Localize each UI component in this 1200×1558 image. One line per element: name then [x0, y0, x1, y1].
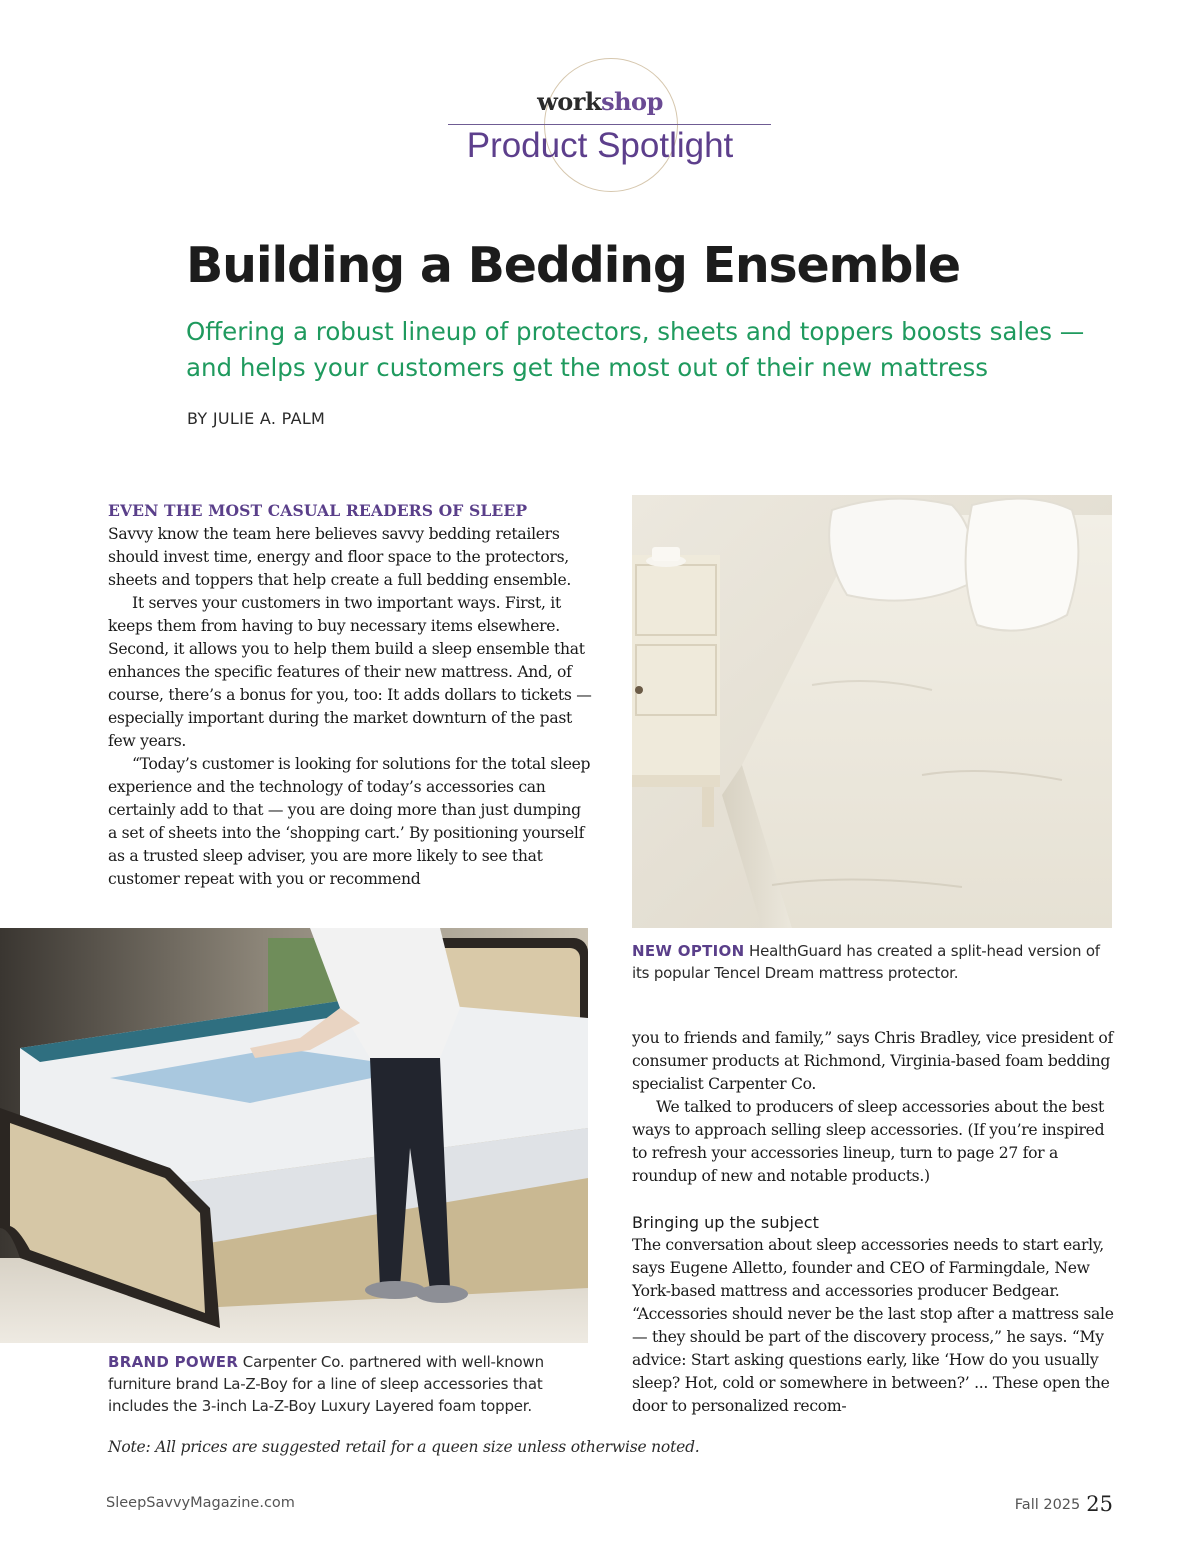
section-label-work: work: [537, 87, 602, 116]
mattress-protector-illustration: [632, 495, 1112, 928]
caption-new-option: [632, 940, 1112, 984]
body-paragraph-text: Savvy know the team here believes savvy bedding retailers should invest time, energy and floor space to the protectors, sheets and toppers that help create a full bedding ensemble.: [108, 525, 572, 589]
body-paragraph: It serves your customers in two important ways. First, it keeps them from having to buy necessary items elsewhere. Second, it allows you to help them build a sleep ensemble that enhances the specific features of their new mattress. And, of course, there’s a bonus for you, too: It adds dollars to tickets — especially important during the market downturn of the past few years.: [108, 594, 592, 750]
caption-lead: BRAND POWER: [108, 1353, 239, 1371]
section-label-shop: shop: [601, 87, 663, 116]
body-paragraph: The conversation about sleep accessories needs to start early, says Eugene Alletto, founder and CEO of Farmingdale, New York-based mattress and accessories producer Bedgear. “Accessories should never be the last stop after a mattress sale — they should be part of the discovery process,” he says. “My advice: Start asking questions early, like ‘How do you usually sleep? Hot, cold or somewhere in between?’ ... These open the door to personalized recom-: [632, 1236, 1114, 1415]
subhead: Bringing up the subject: [632, 1213, 819, 1232]
section-badge-circle: [544, 58, 678, 192]
caption-text: Carpenter Co. partnered with well-known furniture brand La-Z-Boy for a line of sleep accessories that includes the 3-inch La-Z-Boy Luxury Layered foam topper.: [108, 1353, 544, 1415]
pricing-note: Note: All prices are suggested retail for a queen size unless otherwise noted.: [108, 1438, 700, 1456]
caption-lead: NEW OPTION: [632, 942, 745, 960]
foam-topper-photo: [0, 928, 588, 1343]
lead-in: EVEN THE MOST CASUAL READERS OF SLEEP: [108, 501, 528, 520]
body-paragraph: you to friends and family,” says Chris Bradley, vice president of consumer products at Richmond, Virginia-based foam bedding specialist Carpenter Co.: [632, 1029, 1113, 1093]
article-deck: Offering a robust lineup of protectors, sheets and toppers boosts sales — and helps your customers get the most out of their new mattress: [186, 317, 1085, 382]
caption-brand-power: [108, 1351, 578, 1417]
footer-website: SleepSavvyMagazine.com: [106, 1495, 295, 1511]
section-label: [0, 87, 1200, 116]
body-paragraph: “Today’s customer is looking for solutions for the total sleep experience and the technology of today’s accessories can certainly add to that — you are doing more than just dumping a set of sheets into the ‘shopping cart.’ By positioning yourself as a trusted sleep adviser, you are more likely to see that customer repeat with you or recommend: [108, 755, 591, 888]
body-column-right: [632, 1027, 1122, 1418]
foam-topper-illustration: [0, 928, 588, 1343]
article-headline: Building a Bedding Ensemble: [186, 237, 960, 294]
mattress-protector-photo: [632, 495, 1112, 928]
section-title: Product Spotlight: [466, 126, 734, 165]
caption-text: HealthGuard has created a split-head version of its popular Tencel Dream mattress protector.: [632, 942, 1100, 982]
page-number: 25: [1086, 1492, 1113, 1516]
body-paragraph: We talked to producers of sleep accessories about the best ways to approach selling sleep accessories. (If you’re inspired to refresh your accessories lineup, turn to page 27 for a roundup of new and notable products.): [632, 1098, 1105, 1185]
article-byline: BY JULIE A. PALM: [187, 409, 326, 428]
issue-label: Fall 2025: [1014, 1497, 1081, 1513]
footer-issue: [1015, 1492, 1113, 1516]
body-column-left: [108, 499, 594, 891]
section-badge-rule: [448, 124, 771, 125]
body-paragraph: [108, 499, 594, 592]
